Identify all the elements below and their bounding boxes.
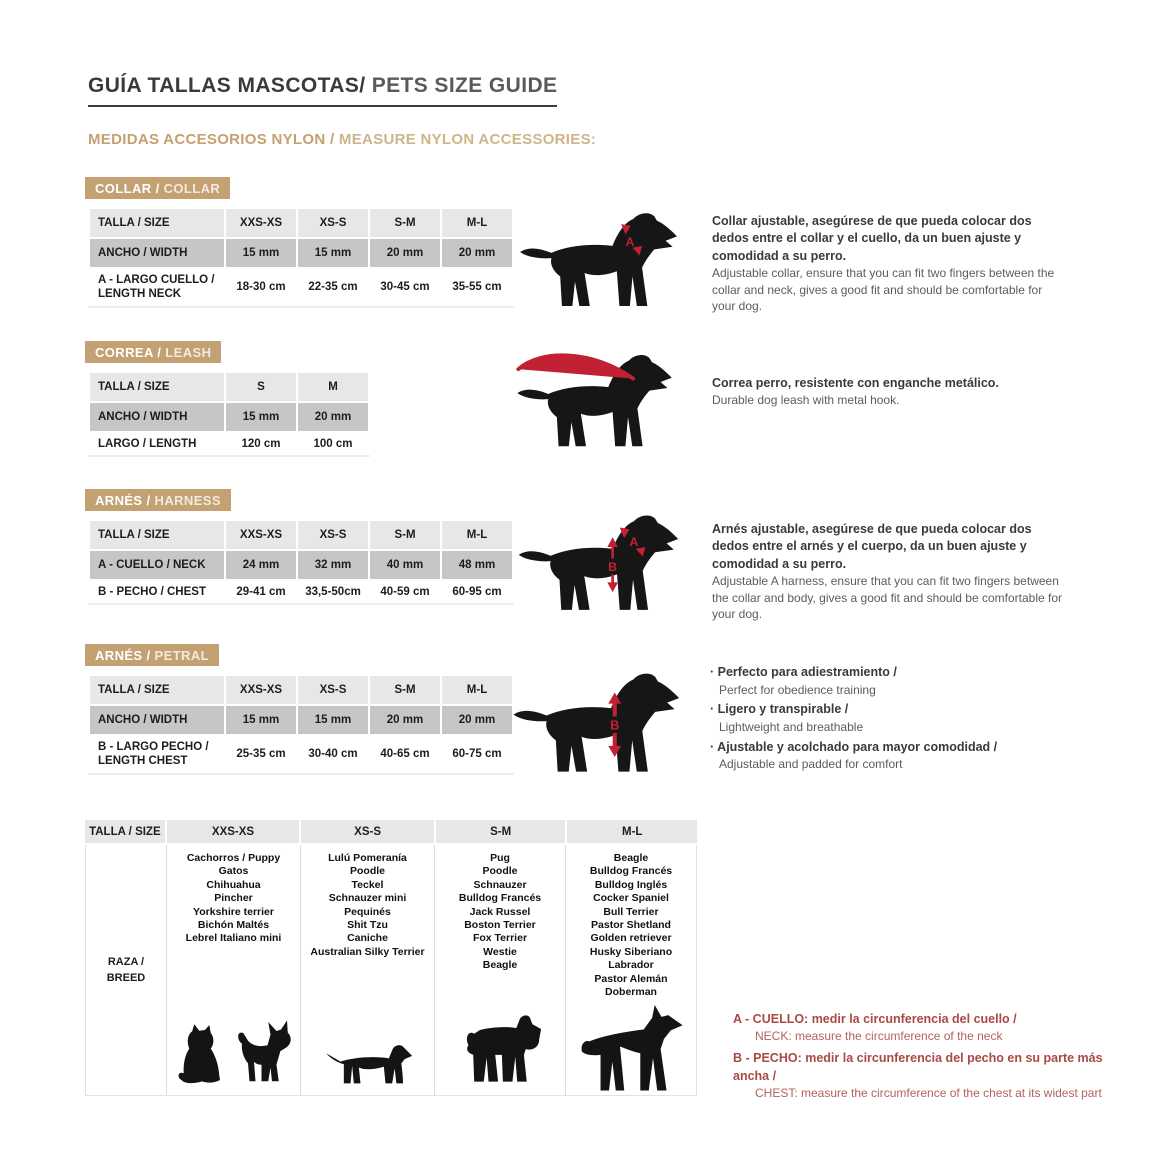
page-subtitle-en: MEASURE NYLON ACCESSORIES: — [334, 131, 597, 148]
breed-name: Chihuahua — [206, 878, 261, 891]
size-value-cell: 33,5-50cm — [297, 580, 369, 604]
size-value-cell: 30-40 cm — [297, 735, 369, 774]
page-subtitle — [88, 131, 596, 148]
feature-en: Perfect for obedience training — [719, 682, 876, 697]
breed-name: Jack Russel — [469, 905, 531, 918]
petral-badge-es: ARNÉS / — [95, 648, 151, 663]
breed-name-list — [435, 845, 565, 973]
petral-badge-en: PETRAL — [154, 648, 209, 663]
collar-desc-es: Collar ajustable, asegúrese de que pueda colocar dos dedos entre el collar y el cuello, da un buen ajuste y comodidad a su perro. — [712, 214, 1032, 263]
petral-section-badge — [85, 644, 219, 666]
size-value-cell: 20 mm — [441, 238, 513, 268]
breed-name: Pastor Alemán — [594, 972, 668, 985]
breed-name: Beagle — [482, 959, 518, 972]
page-title-es: GUÍA TALLAS MASCOTAS/ — [88, 74, 366, 97]
breed-name: Teckel — [351, 878, 384, 891]
leash-line-marker — [518, 355, 633, 378]
size-value-cell: 15 mm — [297, 238, 369, 268]
size-column-header: XS-S — [297, 520, 369, 550]
leash-badge-en: LEASH — [165, 345, 212, 360]
leash-description — [712, 375, 1062, 409]
collar-description — [712, 213, 1062, 315]
size-value-cell: 15 mm — [225, 402, 297, 432]
leash-size-table — [88, 371, 370, 457]
size-value-cell: 120 cm — [225, 432, 297, 456]
breed-name: Bulldog Inglés — [594, 878, 668, 891]
breed-row-label: RAZA / BREED — [86, 845, 167, 1095]
svg-text:B: B — [610, 717, 620, 733]
measuring-footnotes — [733, 1010, 1133, 1105]
size-value-cell: 29-41 cm — [225, 580, 297, 604]
size-row-label: B - PECHO / CHEST — [89, 580, 225, 604]
size-row-label: LARGO / LENGTH — [89, 432, 225, 456]
size-column-header: M-L — [441, 675, 513, 705]
svg-text:A: A — [625, 234, 635, 249]
harness-desc-en: Adjustable A harness, ensure that you can fit two fingers between the collar and body, gives a good fit and should be comfortable for your dog. — [712, 573, 1062, 622]
breed-size-header: XS-S — [301, 820, 434, 843]
feature-es: · Perfecto para adiestramiento / — [710, 664, 1080, 682]
collar-dog-diagram — [512, 198, 692, 325]
breed-column-xxs-xs — [167, 845, 301, 1095]
size-column-header: XXS-XS — [225, 208, 297, 238]
size-row-label: TALLA / SIZE — [89, 372, 225, 402]
size-row-label: TALLA / SIZE — [89, 675, 225, 705]
size-value-cell: 20 mm — [297, 402, 369, 432]
breed-header-label: TALLA / SIZE — [85, 820, 165, 843]
size-row-label: TALLA / SIZE — [89, 208, 225, 238]
size-value-cell: 32 mm — [297, 550, 369, 580]
size-row-label: ANCHO / WIDTH — [89, 705, 225, 735]
size-value-cell: 25-35 cm — [225, 735, 297, 774]
harness-desc-es: Arnés ajustable, asegúrese de que pueda colocar dos dedos entre el arnés y el cuerpo, da un buen ajuste y comodidad a su perro. — [712, 522, 1032, 571]
breed-name: Schnauzer — [473, 878, 527, 891]
size-value-cell: 60-95 cm — [441, 580, 513, 604]
harness-size-table — [88, 519, 514, 605]
size-column-header: XS-S — [297, 208, 369, 238]
breed-name: Bull Terrier — [603, 905, 659, 918]
size-column-header: M-L — [441, 520, 513, 550]
breed-name-list — [566, 845, 696, 999]
size-value-cell: 35-55 cm — [441, 268, 513, 307]
petral-feature-list — [710, 664, 1080, 776]
doberman-silhouette-icon — [576, 999, 686, 1099]
collar-size-table — [88, 207, 514, 308]
breed-name: Pequinés — [344, 905, 391, 918]
size-value-cell: 15 mm — [225, 238, 297, 268]
size-column-header: S-M — [369, 520, 441, 550]
harness-badge-es: ARNÉS / — [95, 493, 151, 508]
leash-section-badge — [85, 341, 221, 363]
size-value-cell: 40-65 cm — [369, 735, 441, 774]
breed-size-header: M-L — [567, 820, 697, 843]
petral-dog-diagram — [508, 654, 692, 795]
breed-name: Yorkshire terrier — [193, 905, 274, 918]
footnote-en: NECK: measure the circumference of the neck — [755, 1029, 1003, 1044]
size-column-header: XS-S — [297, 675, 369, 705]
breed-name: Poodle — [482, 865, 518, 878]
size-row-label: ANCHO / WIDTH — [89, 238, 225, 268]
dachshund-silhouette-icon — [322, 1040, 414, 1090]
breed-name: Australian Silky Terrier — [310, 945, 425, 958]
breed-name: Cocker Spaniel — [593, 892, 669, 905]
breed-name: Pug — [490, 852, 510, 864]
page-title-en: PETS SIZE GUIDE — [365, 74, 558, 97]
breed-name: Gatos — [218, 865, 249, 878]
size-value-cell: 15 mm — [225, 705, 297, 735]
breed-name: Boston Terrier — [464, 919, 536, 932]
size-column-header: XXS-XS — [225, 520, 297, 550]
breed-name-list — [301, 845, 434, 959]
breed-name: Beagle — [613, 852, 649, 864]
size-column-header: S-M — [369, 208, 441, 238]
breed-name: Schnauzer mini — [328, 892, 407, 905]
breed-size-header: S-M — [436, 820, 566, 843]
dog-silhouette-icon — [514, 674, 680, 772]
feature-es: · Ajustable y acolchado para mayor comodidad / — [710, 739, 1080, 757]
breed-name: Bulldog Francés — [458, 892, 542, 905]
size-column-header: M-L — [441, 208, 513, 238]
breed-size-header: XXS-XS — [167, 820, 300, 843]
footnote-en: CHEST: measure the circumference of the chest at its widest part — [755, 1085, 1102, 1100]
collar-desc-en: Adjustable collar, ensure that you can fit two fingers between the collar and neck, gives a good fit and should be comfortable for your dog. — [712, 265, 1055, 314]
size-value-cell: 20 mm — [441, 705, 513, 735]
harness-description — [712, 521, 1062, 623]
breed-name: Husky Siberiano — [589, 945, 673, 958]
size-row-label: ANCHO / WIDTH — [89, 402, 225, 432]
page-subtitle-es: MEDIDAS ACCESORIOS NYLON / — [88, 131, 335, 148]
size-value-cell: 20 mm — [369, 238, 441, 268]
size-value-cell: 100 cm — [297, 432, 369, 456]
breed-name: Pastor Shetland — [591, 919, 671, 932]
size-value-cell: 60-75 cm — [441, 735, 513, 774]
size-column-header: M — [297, 372, 369, 402]
svg-text:B: B — [608, 559, 618, 574]
size-value-cell: 15 mm — [297, 705, 369, 735]
petral-b-marker — [608, 693, 621, 757]
collar-badge-es: COLLAR / — [95, 181, 160, 196]
size-value-cell: 40 mm — [369, 550, 441, 580]
size-column-header: S-M — [369, 675, 441, 705]
size-value-cell: 30-45 cm — [369, 268, 441, 307]
breed-name: Bichón Maltés — [197, 919, 270, 932]
collar-badge-en: COLLAR — [163, 181, 221, 196]
breed-name: Cachorros / Puppy — [186, 852, 281, 864]
breed-name: Golden retriever — [590, 932, 672, 945]
breed-name: Lebrel Italiano mini — [185, 932, 282, 945]
page-title — [88, 74, 557, 107]
collar-section-badge — [85, 177, 230, 199]
size-value-cell: 18-30 cm — [225, 268, 297, 307]
breed-name: Doberman — [605, 986, 657, 999]
size-column-header: S — [225, 372, 297, 402]
leash-dog-diagram — [503, 340, 693, 465]
feature-es: · Ligero y transpirable / — [710, 701, 1080, 719]
chihuahua-silhouette-icon — [233, 1014, 293, 1090]
breed-name: Shit Tzu — [347, 919, 388, 932]
petral-size-table — [88, 674, 514, 775]
size-value-cell: 22-35 cm — [297, 268, 369, 307]
breed-column-s-m — [435, 845, 566, 1095]
header — [88, 74, 596, 148]
harness-badge-en: HARNESS — [154, 493, 221, 508]
size-value-cell: 48 mm — [441, 550, 513, 580]
feature-en: Adjustable and padded for comfort — [719, 757, 903, 772]
leash-badge-es: CORREA / — [95, 345, 162, 360]
dog-silhouette-icon — [520, 213, 677, 306]
breed-name-list — [167, 845, 300, 946]
size-row-label: A - CUELLO / NECK — [89, 550, 225, 580]
size-row-label: B - LARGO PECHO / LENGTH CHEST — [89, 735, 225, 774]
leash-desc-en: Durable dog leash with metal hook. — [712, 393, 900, 408]
breed-name: Caniche — [347, 932, 388, 945]
breed-name: Poodle — [349, 865, 385, 878]
size-column-header: XXS-XS — [225, 675, 297, 705]
svg-text:A: A — [629, 535, 639, 550]
breed-name: Pincher — [214, 892, 253, 905]
size-value-cell: 40-59 cm — [369, 580, 441, 604]
breed-name: Fox Terrier — [472, 932, 528, 945]
size-row-label: TALLA / SIZE — [89, 520, 225, 550]
size-value-cell: 24 mm — [225, 550, 297, 580]
cat-silhouette-icon — [175, 1020, 225, 1090]
harness-section-badge — [85, 489, 231, 511]
breed-name: Lulú Pomeranía — [328, 852, 407, 864]
footnote-es: A - CUELLO: medir la circunferencia del cuello / — [733, 1012, 1017, 1026]
dog-silhouette-icon — [519, 515, 678, 609]
harness-dog-diagram — [512, 500, 692, 629]
size-value-cell: 20 mm — [369, 705, 441, 735]
size-row-label: A - LARGO CUELLO / LENGTH NECK — [89, 268, 225, 307]
feature-en: Lightweight and breathable — [719, 719, 864, 734]
breed-column-xs-s — [301, 845, 435, 1095]
breed-name: Westie — [483, 945, 517, 958]
breed-name: Bulldog Francés — [589, 865, 673, 878]
leash-desc-es: Correa perro, resistente con enganche metálico. — [712, 376, 999, 390]
breed-name: Labrador — [608, 959, 654, 972]
schnauzer-silhouette-icon — [457, 1012, 543, 1090]
breed-size-table — [85, 820, 697, 1096]
breed-column-m-l — [566, 845, 696, 1095]
footnote-es: B - PECHO: medir la circunferencia del pecho en su parte más ancha / — [733, 1050, 1103, 1083]
